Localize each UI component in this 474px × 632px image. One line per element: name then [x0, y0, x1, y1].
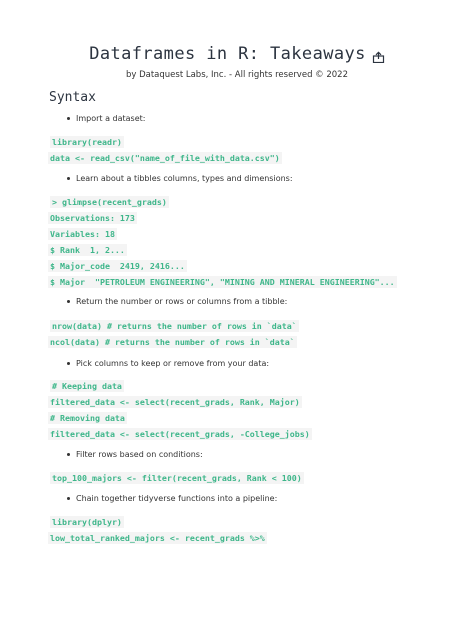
- code-line: $ Rank 1, 2...: [50, 245, 125, 255]
- code-line: filtered_data <- select(recent_grads, Rank, Major): [50, 397, 300, 407]
- code-line: $ Major_code 2419, 2416...: [50, 261, 185, 271]
- code-line: low_total_ranked_majors <- recent_grads %>%: [50, 533, 265, 543]
- syntax-section-heading: [49, 90, 96, 105]
- document-header: [0, 0, 474, 80]
- code-line: ncol(data) # returns the number of rows in `data`: [50, 337, 295, 347]
- page-title-text: Dataframes in R: Takeaways: [89, 44, 366, 64]
- page-title: [89, 44, 385, 64]
- bullet-dot: [67, 177, 70, 180]
- bullet-dot: [67, 300, 70, 303]
- code-line: Observations: 173: [50, 213, 135, 223]
- code-line: Variables: 18: [50, 229, 115, 239]
- bullet-filter-rows: Filter rows based on conditions:: [67, 450, 203, 459]
- bullet-pick-columns: Pick columns to keep or remove from your data:: [67, 359, 269, 368]
- code-line: top_100_majors <- filter(recent_grads, Rank < 100): [52, 473, 302, 483]
- bullet-rows-columns: Return the number or rows or columns from a tibble:: [67, 297, 287, 306]
- bullet-dot: [67, 497, 70, 500]
- share-icon[interactable]: [372, 48, 385, 60]
- code-line: data <- read_csv("name_of_file_with_data.csv"): [50, 153, 280, 163]
- bullet-chain-pipeline: Chain together tidyverse functions into a pipeline:: [67, 494, 277, 503]
- bullet-learn-about-tibbles: Learn about a tibbles columns, types and dimensions:: [67, 174, 293, 183]
- code-line: $ Major "PETROLEUM ENGINEERING", "MINING AND MINERAL ENGINEERING"...: [50, 277, 395, 287]
- bullet-dot: [67, 117, 70, 120]
- code-line: filtered_data <- select(recent_grads, -College_jobs): [50, 429, 310, 439]
- bullet-import-dataset: Import a dataset:: [67, 114, 145, 123]
- code-line: nrow(data) # returns the number of rows in `data`: [52, 321, 297, 331]
- copyright-subtitle: by Dataquest Labs, Inc. - All rights reserved © 2022: [125, 70, 349, 80]
- code-line: # Keeping data: [52, 381, 122, 391]
- section-title: Syntax: [49, 90, 96, 105]
- code-line: # Removing data: [50, 413, 125, 423]
- bullet-dot: [67, 453, 70, 456]
- code-line: > glimpse(recent_grads): [52, 197, 167, 207]
- code-line: library(readr): [52, 137, 122, 147]
- bullet-dot: [67, 362, 70, 365]
- code-line: library(dplyr): [52, 517, 122, 527]
